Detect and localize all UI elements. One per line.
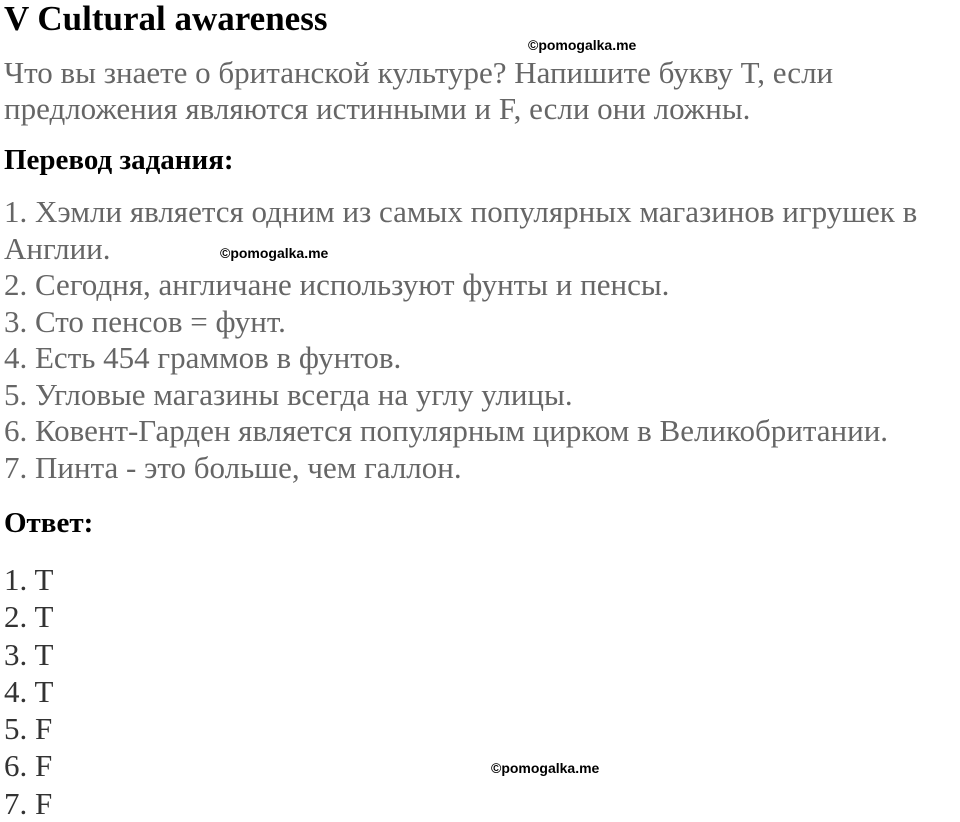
answer-item-6: 6. F — [4, 748, 53, 784]
task-item-1: 1. Хэмли является одним из самых популярных магазинов игрушек в — [4, 194, 918, 229]
task-item-2: 2. Сегодня, англичане используют фунты и пенсы. — [4, 267, 670, 302]
task-item-3: 3. Сто пенсов = фунт. — [4, 303, 286, 339]
task-item-7: 7. Пинта - это больше, чем галлон. — [4, 449, 462, 485]
task-item-5: 5. Угловые магазины всегда на углу улицы. — [4, 376, 573, 412]
answer-item-3: 3. T — [4, 636, 54, 672]
intro-text — [4, 55, 833, 127]
intro-line-2: предложения являются истинными и F, если они ложны. — [4, 91, 751, 126]
page-title: V Cultural awareness — [4, 0, 328, 38]
answer-item-7: 7. F — [4, 785, 53, 821]
answer-item-4: 4. T — [4, 673, 54, 709]
answer-heading: Ответ: — [4, 507, 94, 539]
answer-item-5: 5. F — [4, 711, 53, 747]
intro-line-1: Что вы знаете о британской культуре? Напишите букву T, если — [4, 55, 834, 90]
task-list — [4, 194, 917, 486]
answer-item-1: 1. T — [4, 562, 54, 597]
task-item-1-continued: Англии. — [4, 230, 111, 266]
answer-item-2: 2. T — [4, 599, 54, 635]
watermark: ©pomogalka.me — [491, 760, 600, 776]
task-heading: Перевод задания: — [4, 144, 234, 176]
watermark: ©pomogalka.me — [220, 245, 329, 261]
answer-list — [4, 561, 53, 822]
task-item-6: 6. Ковент-Гарден является популярным цирком в Великобритании. — [4, 413, 889, 448]
watermark: ©pomogalka.me — [528, 37, 637, 53]
task-item-4: 4. Есть 454 граммов в фунтов. — [4, 340, 402, 375]
